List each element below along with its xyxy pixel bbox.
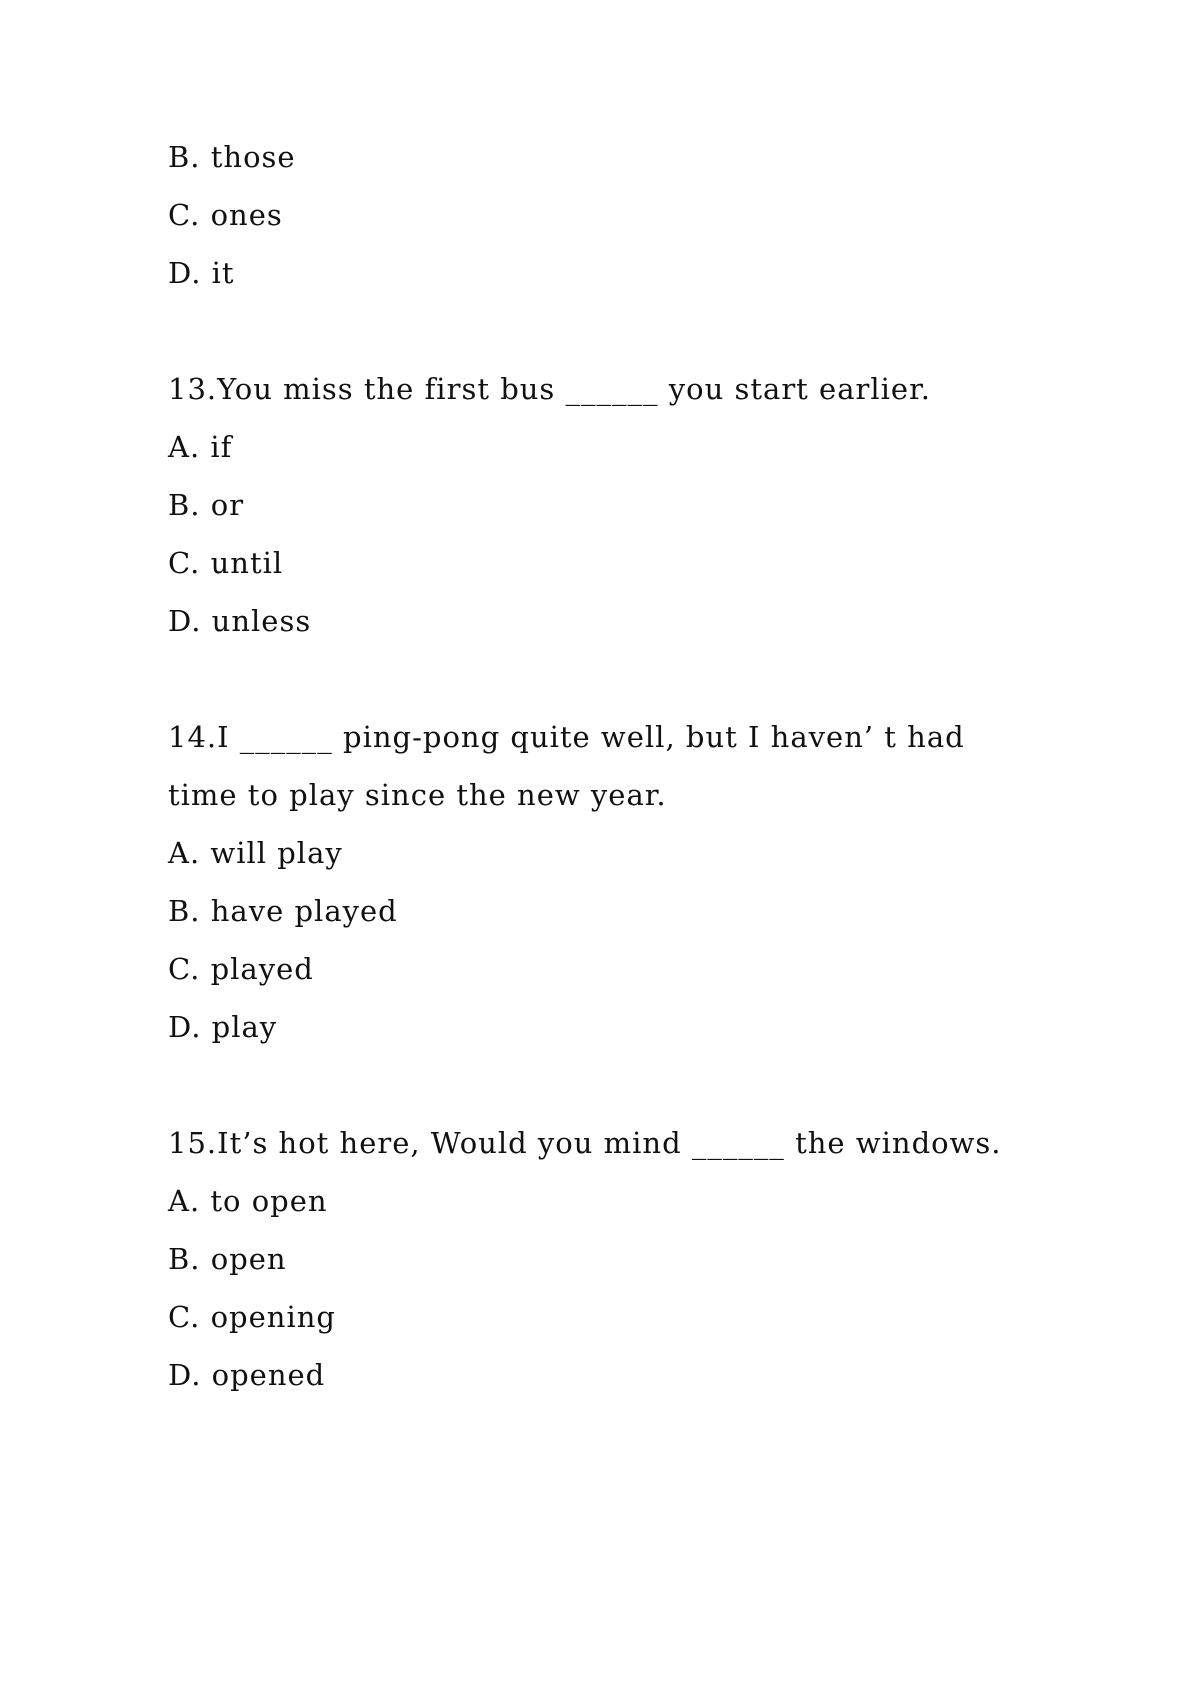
question-13-option-b: B. or xyxy=(168,488,245,522)
question-15-option-c: C. opening xyxy=(168,1300,336,1334)
question-13-stem: 13.You miss the first bus ______ you start earlier. xyxy=(168,372,931,406)
question-15-option-d: D. opened xyxy=(168,1358,326,1392)
exam-page xyxy=(168,128,1028,1404)
spacer xyxy=(168,302,1028,360)
question-14-stem-line-1: 14.I ______ ping-pong quite well, but I haven’ t had xyxy=(168,720,965,754)
question-14-option-d: D. play xyxy=(168,1010,278,1044)
question-14-option-a: A. will play xyxy=(168,836,343,870)
question-15-stem: 15.It’s hot here, Would you mind ______ the windows. xyxy=(168,1126,1002,1160)
option-c-previous: C. ones xyxy=(168,198,283,232)
spacer xyxy=(168,1056,1028,1114)
option-b-previous: B. those xyxy=(168,140,296,174)
spacer xyxy=(168,650,1028,708)
question-13-option-d: D. unless xyxy=(168,604,312,638)
option-d-previous: D. it xyxy=(168,256,235,290)
question-15-option-b: B. open xyxy=(168,1242,287,1276)
question-14-option-c: C. played xyxy=(168,952,314,986)
question-15-option-a: A. to open xyxy=(168,1184,328,1218)
question-13-option-c: C. until xyxy=(168,546,284,580)
question-14-option-b: B. have played xyxy=(168,894,398,928)
question-14-stem-line-2: time to play since the new year. xyxy=(168,778,667,812)
question-13-option-a: A. if xyxy=(168,430,233,464)
